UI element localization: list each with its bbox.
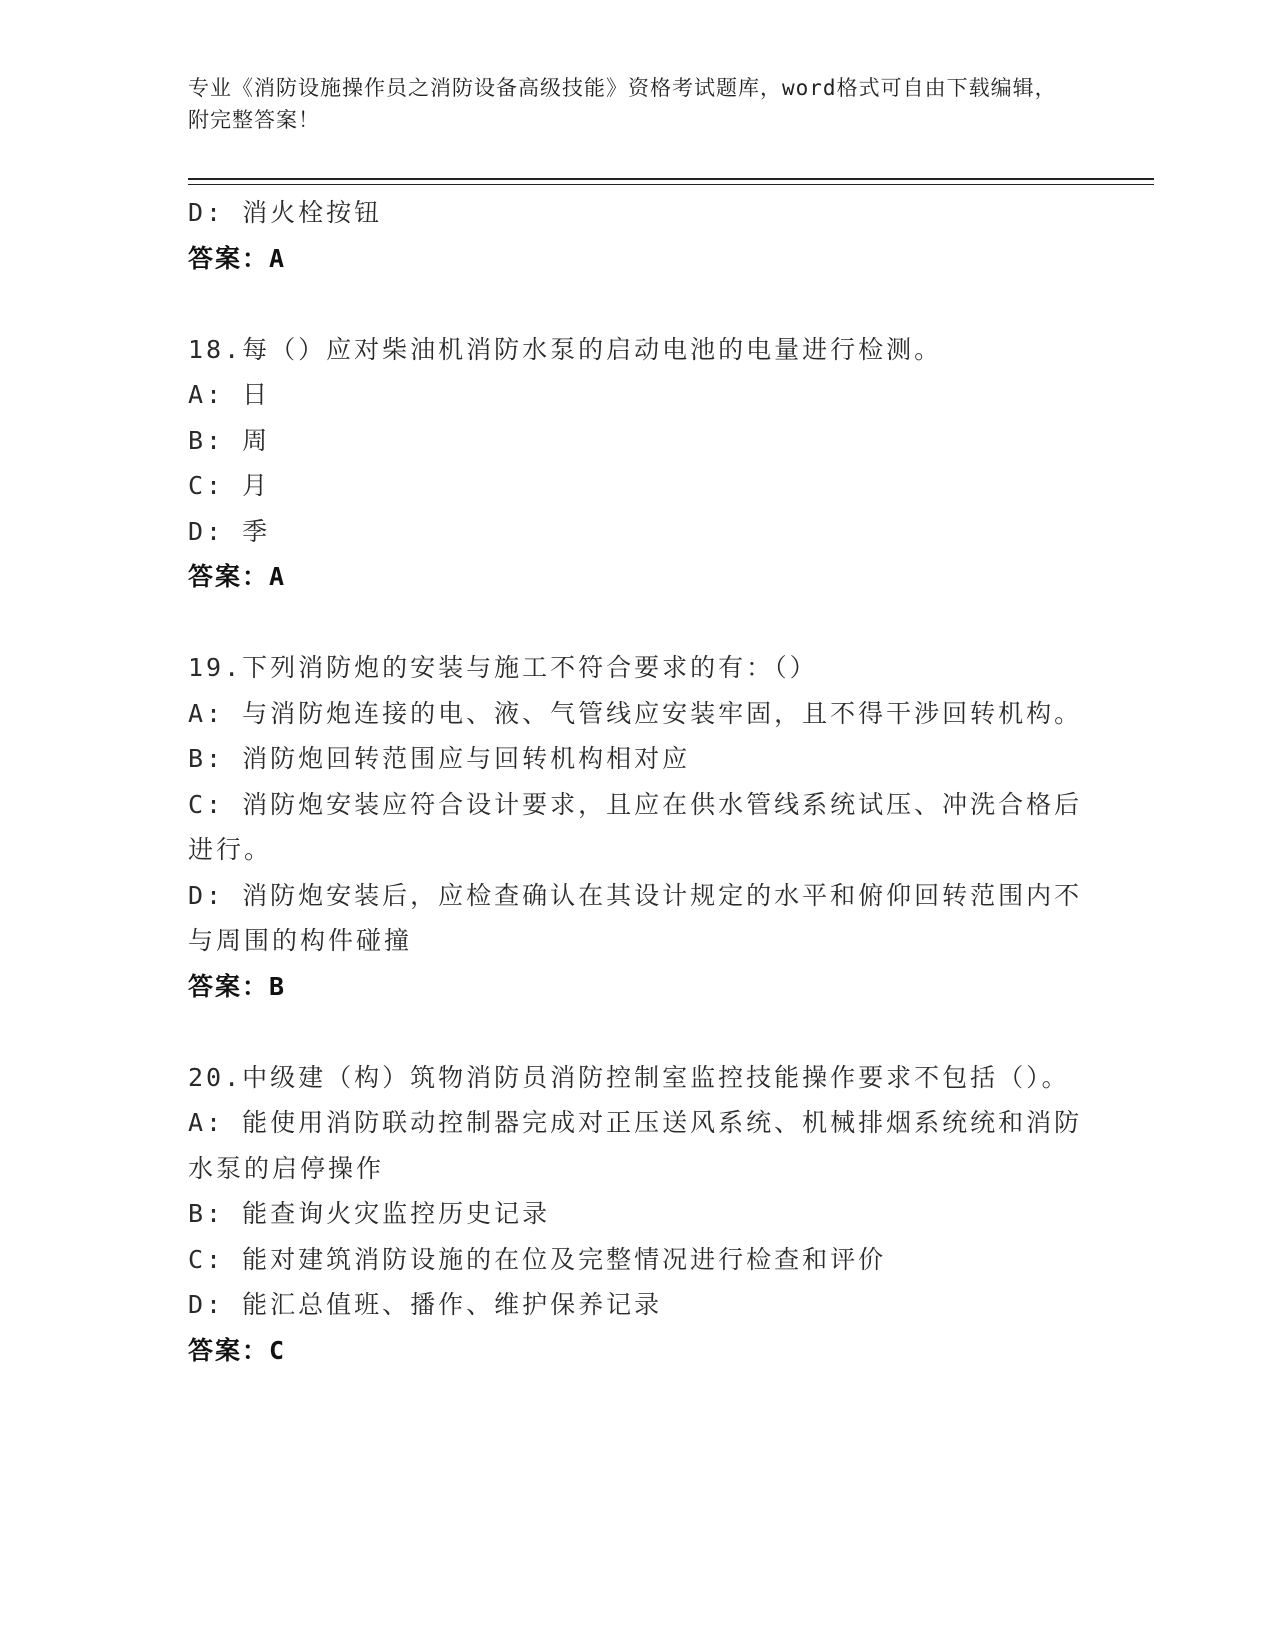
question-block-18 <box>188 327 1088 600</box>
option-b: B: 周 <box>188 425 271 455</box>
option-d: D: 能汇总值班、播作、维护保养记录 <box>188 1290 663 1319</box>
option-b: B: 能查询火灾监控历史记录 <box>188 1199 551 1228</box>
header-divider-thin <box>188 184 1154 185</box>
question-text: 18.每（）应对柴油机消防水泵的启动电池的电量进行检测。 <box>188 334 943 364</box>
spacer <box>188 281 1088 327</box>
question-text: 19.下列消防炮的安装与施工不符合要求的有：（） <box>188 653 818 682</box>
question-content <box>188 190 1088 1373</box>
answer-line: 答案：A <box>188 562 287 591</box>
spacer <box>188 600 1088 646</box>
option-b: B: 消防炮回转范围应与回转机构相对应 <box>188 744 691 773</box>
answer-line: 答案：B <box>188 971 287 1001</box>
option-c: C: 消防炮安装应符合设计要求，且应在供水管线系统试压、冲洗合格后进行。 <box>188 789 1083 864</box>
document-header: 专业《消防设施操作员之消防设备高级技能》资格考试题库，word格式可自由下载编辑，附完整答案！ <box>188 76 1057 132</box>
option-c: C: 月 <box>188 471 271 500</box>
spacer <box>188 1009 1088 1055</box>
option-a: A: 日 <box>188 380 271 409</box>
header-divider-thick <box>188 178 1154 180</box>
option-c: C: 能对建筑消防设施的在位及完整情况进行检查和评价 <box>188 1244 887 1274</box>
answer-line: 答案：C <box>188 1335 287 1365</box>
question-block-19 <box>188 645 1088 1009</box>
question-block-20 <box>188 1055 1088 1374</box>
question-text: 20.中级建（构）筑物消防员消防控制室监控技能操作要求不包括（）。 <box>188 1062 1070 1092</box>
option-d: D: 消火栓按钮 <box>188 198 383 227</box>
option-a: A: 与消防炮连接的电、液、气管线应安装牢固，且不得干涉回转机构。 <box>188 698 1083 728</box>
option-d: D: 消防炮安装后，应检查确认在其设计规定的水平和俯仰回转范围内不与周围的构件碰撞 <box>188 880 1083 955</box>
option-a: A: 能使用消防联动控制器完成对正压送风系统、机械排烟系统统和消防水泵的启停操作 <box>188 1108 1083 1183</box>
answer-line: 答案：A <box>188 243 287 273</box>
option-d: D: 季 <box>188 516 271 546</box>
